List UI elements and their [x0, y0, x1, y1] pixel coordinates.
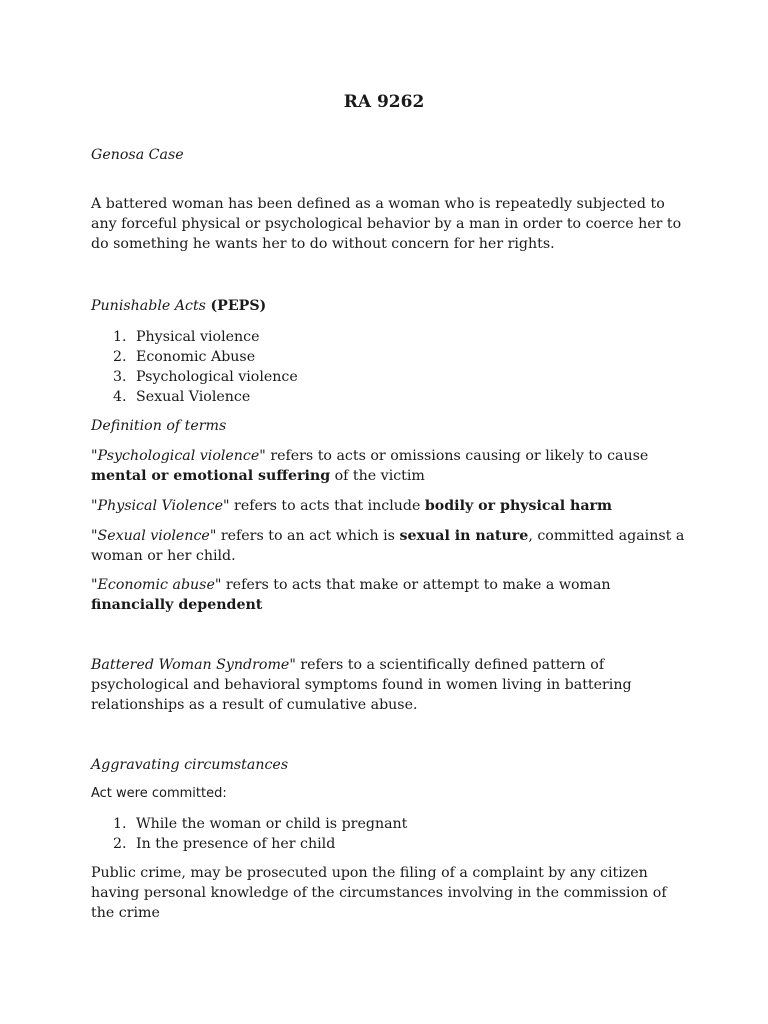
definition-of-terms-heading: Definition of terms: [91, 418, 227, 434]
list-number: 1.: [113, 816, 127, 832]
physical-violence-definition: [91, 496, 691, 516]
emphasis-text: mental or emotional suffering: [91, 468, 331, 484]
aggravating-list: [91, 814, 691, 854]
punishable-acts-label: Punishable Acts: [91, 298, 211, 314]
quote-mark: ": [91, 498, 98, 514]
sexual-violence-definition: [91, 526, 691, 566]
quote-mark: ": [91, 448, 98, 464]
list-number: 3.: [113, 369, 127, 385]
list-item: [91, 347, 691, 367]
definition-text: " refers to acts that make or attempt to make a woman: [214, 577, 611, 593]
quote-mark: ": [91, 577, 98, 593]
term-physical-violence: Physical Violence: [97, 498, 223, 514]
definition-text: " refers to acts that include: [223, 498, 425, 514]
term-battered-woman-syndrome: Battered Woman Syndrome: [91, 657, 290, 673]
list-text: Sexual Violence: [136, 389, 251, 405]
list-number: 2.: [113, 836, 127, 852]
aggravating-intro: Act were committed:: [91, 786, 227, 801]
list-text: In the presence of her child: [136, 836, 336, 852]
list-item: [91, 367, 691, 387]
term-psychological-violence: Psychological violence: [97, 448, 260, 464]
definition-text: " refers to an act which is: [209, 528, 400, 544]
list-text: Economic Abuse: [136, 349, 256, 365]
list-number: 4.: [113, 389, 127, 405]
punishable-acts-list: [91, 327, 691, 407]
punishable-acts-heading: [91, 296, 691, 316]
emphasis-text: bodily or physical harm: [424, 498, 613, 514]
term-economic-abuse: Economic abuse: [97, 577, 215, 593]
battered-woman-definition: A battered woman has been defined as a woman who is repeatedly subjected to any forceful physical or psychological behavior by a man in order to coerce her to do something he wants her to do without concern for her rights.: [91, 196, 682, 252]
definition-tail: of the victim: [330, 468, 425, 484]
psychological-violence-definition: [91, 446, 691, 486]
definition-text: " refers to acts or omissions causing or likely to cause: [259, 448, 649, 464]
quote-mark: ": [91, 528, 98, 544]
emphasis-text: financially dependent: [91, 597, 263, 613]
public-crime-paragraph: Public crime, may be prosecuted upon the filing of a complaint by any citizen having personal knowledge of the circumstances involving in the commission of the crime: [91, 865, 667, 921]
term-sexual-violence: Sexual violence: [97, 528, 210, 544]
list-number: 1.: [113, 329, 127, 345]
document-title: RA 9262: [343, 92, 425, 112]
definition-text: " refers to a scientifically defined pattern of psychological and behavioral symptoms found in women living in battering relationships as a result of cumulative abuse.: [91, 657, 632, 713]
list-text: Physical violence: [136, 329, 260, 345]
list-text: While the woman or child is pregnant: [136, 816, 408, 832]
definition-tail: , committed against a woman or her child.: [91, 528, 685, 564]
list-item: [91, 327, 691, 347]
peps-acronym: (PEPS): [210, 298, 267, 314]
list-item: [91, 814, 691, 834]
list-number: 2.: [113, 349, 127, 365]
case-heading: Genosa Case: [91, 147, 184, 163]
list-text: Psychological violence: [136, 369, 298, 385]
list-item: [91, 387, 691, 407]
aggravating-circumstances-heading: Aggravating circumstances: [91, 757, 289, 773]
list-item: [91, 834, 691, 854]
battered-woman-syndrome-definition: [91, 655, 691, 715]
emphasis-text: sexual in nature: [399, 528, 529, 544]
economic-abuse-definition: [91, 575, 691, 615]
